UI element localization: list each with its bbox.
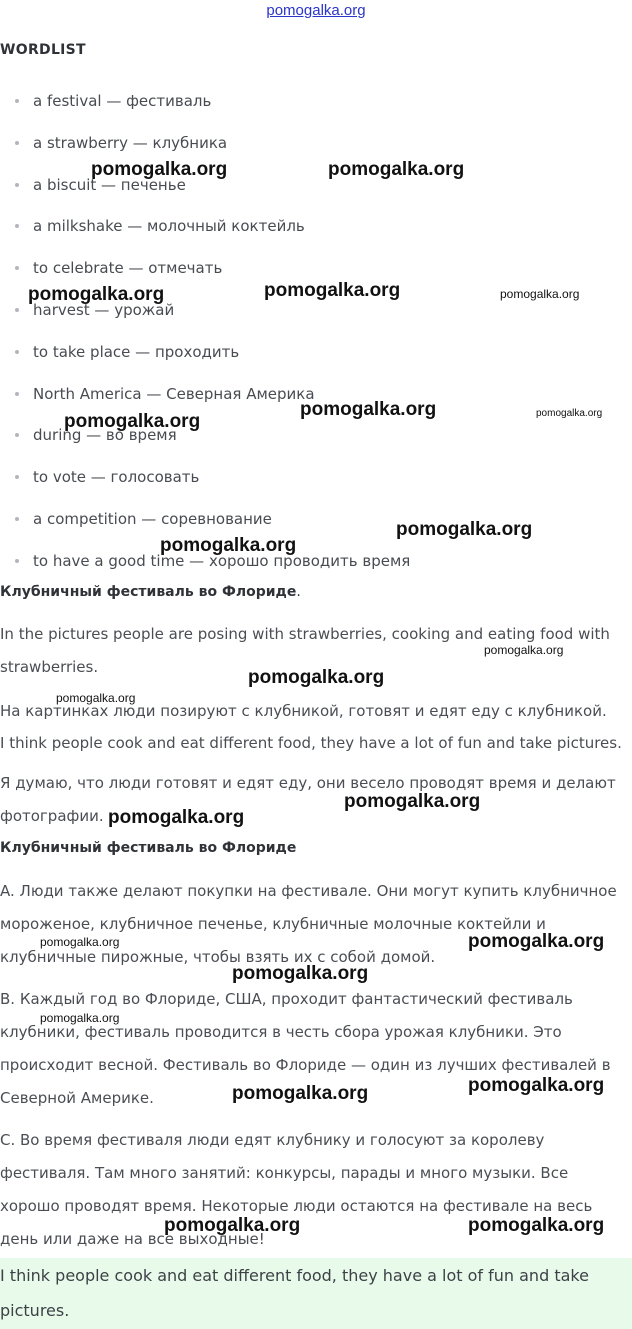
list-item: a competition — соревнование [0, 503, 632, 545]
watermark: pomogalka.org [248, 667, 385, 688]
watermark: pomogalka.org [64, 411, 201, 432]
paragraph: In the pictures people are posing with strawberries, cooking and eating food with strawberries. [0, 625, 610, 676]
bullet-icon [15, 475, 19, 479]
watermark: pomogalka.org [468, 1075, 605, 1096]
watermark: pomogalka.org [536, 408, 603, 419]
paragraph: C. Во время фестиваля люди едят клубнику и голосуют за королеву фестиваля. Там много занятий: конкурсы, парады и много музыки. Все хорошо проводят время. Некоторые люди остаются на фестивале на весь день или даже на все выходные! [0, 1131, 593, 1248]
watermark: pomogalka.org [468, 1215, 605, 1236]
watermark: pomogalka.org [40, 1011, 120, 1025]
list-item: to take place — проходить [0, 336, 632, 378]
site-link[interactable]: pomogalka.org [266, 2, 366, 19]
bullet-icon [15, 141, 19, 145]
watermark: pomogalka.org [344, 791, 481, 812]
bullet-icon [15, 308, 19, 312]
list-item: a festival — фестиваль [0, 85, 632, 127]
bullet-icon [15, 392, 19, 396]
paragraph: B. Каждый год во Флориде, США, проходит фантастический фестиваль клубники, фестиваль проводится в честь сбора урожая клубники. Это происходит весной. Фестиваль во Флориде — один из лучших фестивалей в Северной Америке. [0, 990, 611, 1107]
watermark: pomogalka.org [500, 287, 580, 301]
watermark: pomogalka.org [264, 280, 401, 301]
list-item: North America — Северная Америка [0, 378, 632, 420]
highlighted-answer [0, 1258, 632, 1329]
watermark: pomogalka.org [328, 159, 465, 180]
list-item: harvest — урожай [0, 294, 632, 336]
bullet-icon [15, 224, 19, 228]
watermark: pomogalka.org [232, 1083, 369, 1104]
watermark: pomogalka.org [232, 963, 369, 984]
highlight-text: I think people cook and eat different food, they have a lot of fun and take pictures. [0, 1266, 589, 1320]
bullet-icon [15, 433, 19, 437]
list-item: to have a good time — хорошо проводить время [0, 545, 632, 587]
bullet-icon [15, 517, 19, 521]
watermark: pomogalka.org [468, 931, 605, 952]
watermark: pomogalka.org [484, 643, 564, 657]
list-item: to vote — голосовать [0, 461, 632, 503]
bullet-icon [15, 183, 19, 187]
list-item: during — во время [0, 419, 632, 461]
list-item: a milkshake — молочный коктейль [0, 210, 632, 252]
paragraph: Я думаю, что люди готовят и едят еду, они весело проводят время и делают фотографии. [0, 774, 616, 825]
watermark: pomogalka.org [160, 535, 297, 556]
bullet-icon [15, 266, 19, 270]
bullet-icon [15, 99, 19, 103]
watermark: pomogalka.org [108, 807, 245, 828]
bullet-icon [15, 350, 19, 354]
watermark: pomogalka.org [56, 691, 136, 705]
paragraph: На картинках люди позируют с клубникой, готовят и едят еду с клубникой. [0, 702, 607, 720]
list-item: a biscuit — печенье [0, 169, 632, 211]
wordlist-title: WORDLIST [0, 42, 86, 58]
watermark: pomogalka.org [164, 1215, 301, 1236]
watermark: pomogalka.org [396, 519, 533, 540]
list-item: to celebrate — отмечать [0, 252, 632, 294]
section-title: Клубничный фестиваль во Флориде. [0, 584, 301, 600]
paragraph: I think people cook and eat different food, they have a lot of fun and take pictures. [0, 734, 622, 752]
bullet-icon [15, 559, 19, 563]
watermark: pomogalka.org [300, 399, 437, 420]
list-item: a strawberry — клубника [0, 127, 632, 169]
section-title: Клубничный фестиваль во Флориде [0, 840, 297, 856]
paragraph: A. Люди также делают покупки на фестивале. Они могут купить клубничное мороженое, клубничное печенье, клубничные молочные коктейли и клубничные пирожные, чтобы взять их с собой домой. [0, 882, 617, 966]
watermark: pomogalka.org [40, 935, 120, 949]
watermark: pomogalka.org [91, 159, 228, 180]
watermark: pomogalka.org [28, 284, 165, 305]
